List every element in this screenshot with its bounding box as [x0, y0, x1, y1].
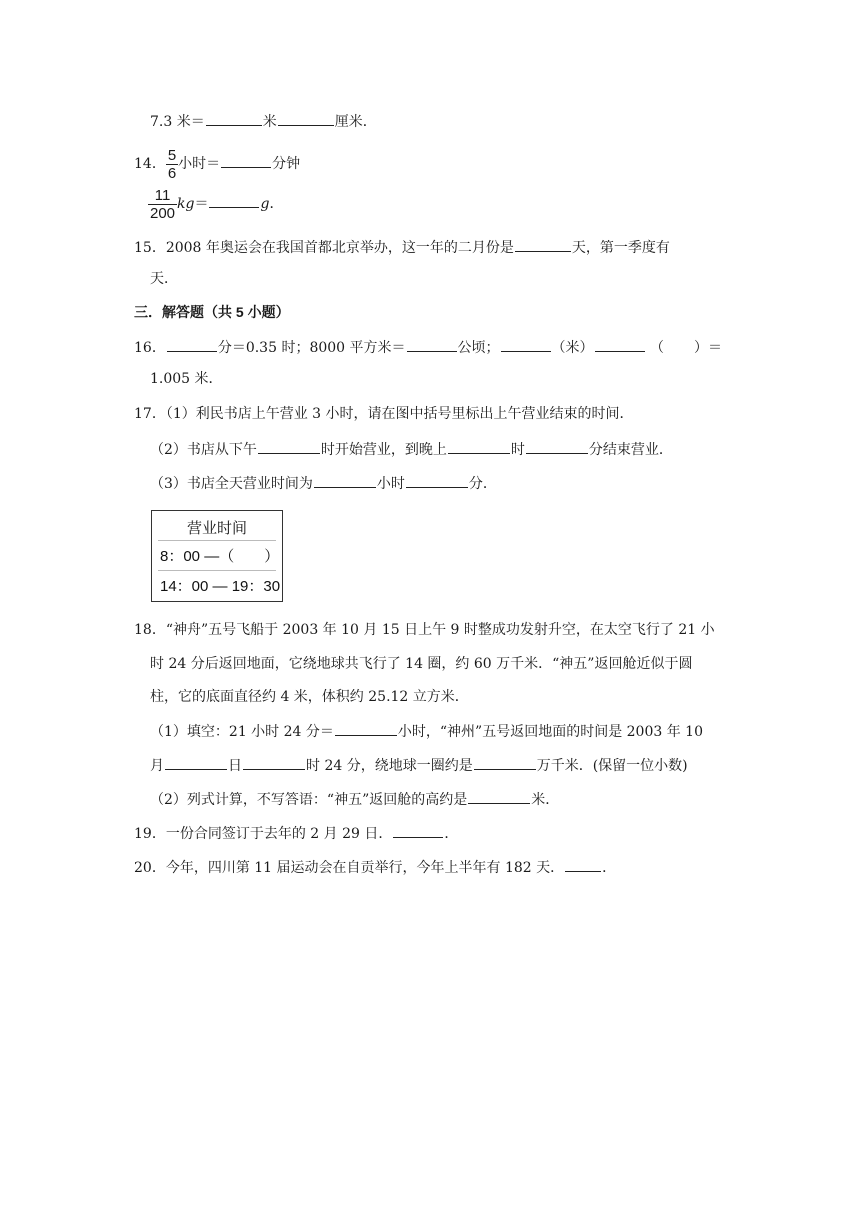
answer-blank[interactable] [468, 788, 530, 804]
q13-lead: 7.3 米＝ [150, 114, 205, 130]
answer-blank[interactable] [515, 236, 571, 252]
morning-hours[interactable]: 8：00 —（ ） [160, 548, 280, 565]
q17-line2: （2）书店从下午 时开始营业，到晚上 时 分结束营业． [150, 438, 673, 460]
answer-blank[interactable] [221, 152, 271, 168]
q13-part: 7.3 米＝ 米 厘米． [150, 110, 377, 132]
afternoon-hours: 14：00 — 19：30 [160, 578, 281, 595]
answer-blank[interactable] [206, 110, 262, 126]
answer-blank[interactable] [406, 472, 468, 488]
q18-line3: 柱，它的底面直径约 4 米，体积约 25.12 立方米． [150, 689, 469, 705]
q18-line2: 时 24 分后返回地面，它绕地球共飞行了 14 圈，约 60 万千米．“神五”返回舱近似于圆 [150, 656, 693, 672]
answer-blank[interactable] [243, 754, 305, 770]
section-title: 三．解答题（共 5 小题） [134, 304, 290, 320]
question-number: 14． [134, 156, 166, 172]
q18-sub1-line1: （1）填空：21 小时 24 分＝ 小时，“神州”五号返回地面的时间是 2003 年 10 [150, 720, 703, 742]
answer-blank[interactable] [407, 336, 457, 352]
divider [158, 570, 276, 571]
question-number: 17． [134, 406, 166, 422]
q14: 14． $\frac{5}{6}$ 小时＝ 分钟 [134, 146, 301, 182]
q19: 19．一份合同签订于去年的 2 月 29 日． ． [134, 822, 458, 844]
q16-line2: 1.005 米． [150, 371, 223, 387]
q18-line1: 18．“神舟”五号飞船于 2003 年 10 月 15 日上午 9 时整成功发射升空，在太空飞行了 21 小 [134, 622, 715, 638]
answer-blank[interactable] [167, 336, 217, 352]
answer-blank[interactable] [278, 110, 334, 126]
fraction-11-200: $\frac{11}{200}$ [150, 186, 176, 222]
answer-blank[interactable] [474, 754, 536, 770]
q17-line3: （3）书店全天营业时间为 小时 分． [150, 472, 497, 494]
question-number: 19． [134, 826, 166, 842]
fraction-5-6: $\frac{5}{6}$ [167, 146, 177, 182]
answer-blank[interactable] [448, 438, 510, 454]
business-hours-title: 营业时间 [186, 520, 247, 537]
answer-blank[interactable] [209, 192, 259, 208]
question-number: 16． [134, 340, 166, 356]
answer-blank[interactable] [393, 822, 443, 838]
q14-part2: $\frac{11}{200}$ kg＝ g． [150, 186, 284, 222]
question-number: 20． [134, 860, 166, 876]
answer-blank[interactable] [501, 336, 551, 352]
business-hours-box [151, 510, 283, 602]
q20: 20．今年，四川第 11 届运动会在自贡举行，今年上半年有 182 天． ． [134, 856, 616, 878]
q17-line1: 17．（1）利民书店上午营业 3 小时，请在图中括号里标出上午营业结束的时间． [134, 406, 634, 422]
divider [158, 540, 276, 541]
q16-line1: 16． 分＝0.35 时；8000 平方米＝ 公顷； （米） （ ）＝ [134, 336, 722, 358]
answer-blank[interactable] [595, 336, 645, 352]
question-number: 15． [134, 240, 166, 256]
answer-blank[interactable] [258, 438, 320, 454]
q18-sub1-line2: 月 日 时 24 分，绕地球一圈约是 万千米．(保留一位小数) [150, 754, 688, 776]
q15-line1: 15．2008 年奥运会在我国首都北京举办，这一年的二月份是 天，第一季度有 [134, 236, 670, 258]
answer-blank[interactable] [526, 438, 588, 454]
q18-sub2: （2）列式计算，不写答语：“神五”返回舱的高约是 米． [150, 788, 559, 810]
answer-blank[interactable] [565, 856, 601, 872]
answer-blank[interactable] [165, 754, 227, 770]
question-number: 18． [134, 622, 166, 638]
answer-blank[interactable] [314, 472, 376, 488]
answer-blank[interactable] [335, 720, 397, 736]
q15-line2: 天． [150, 271, 178, 287]
